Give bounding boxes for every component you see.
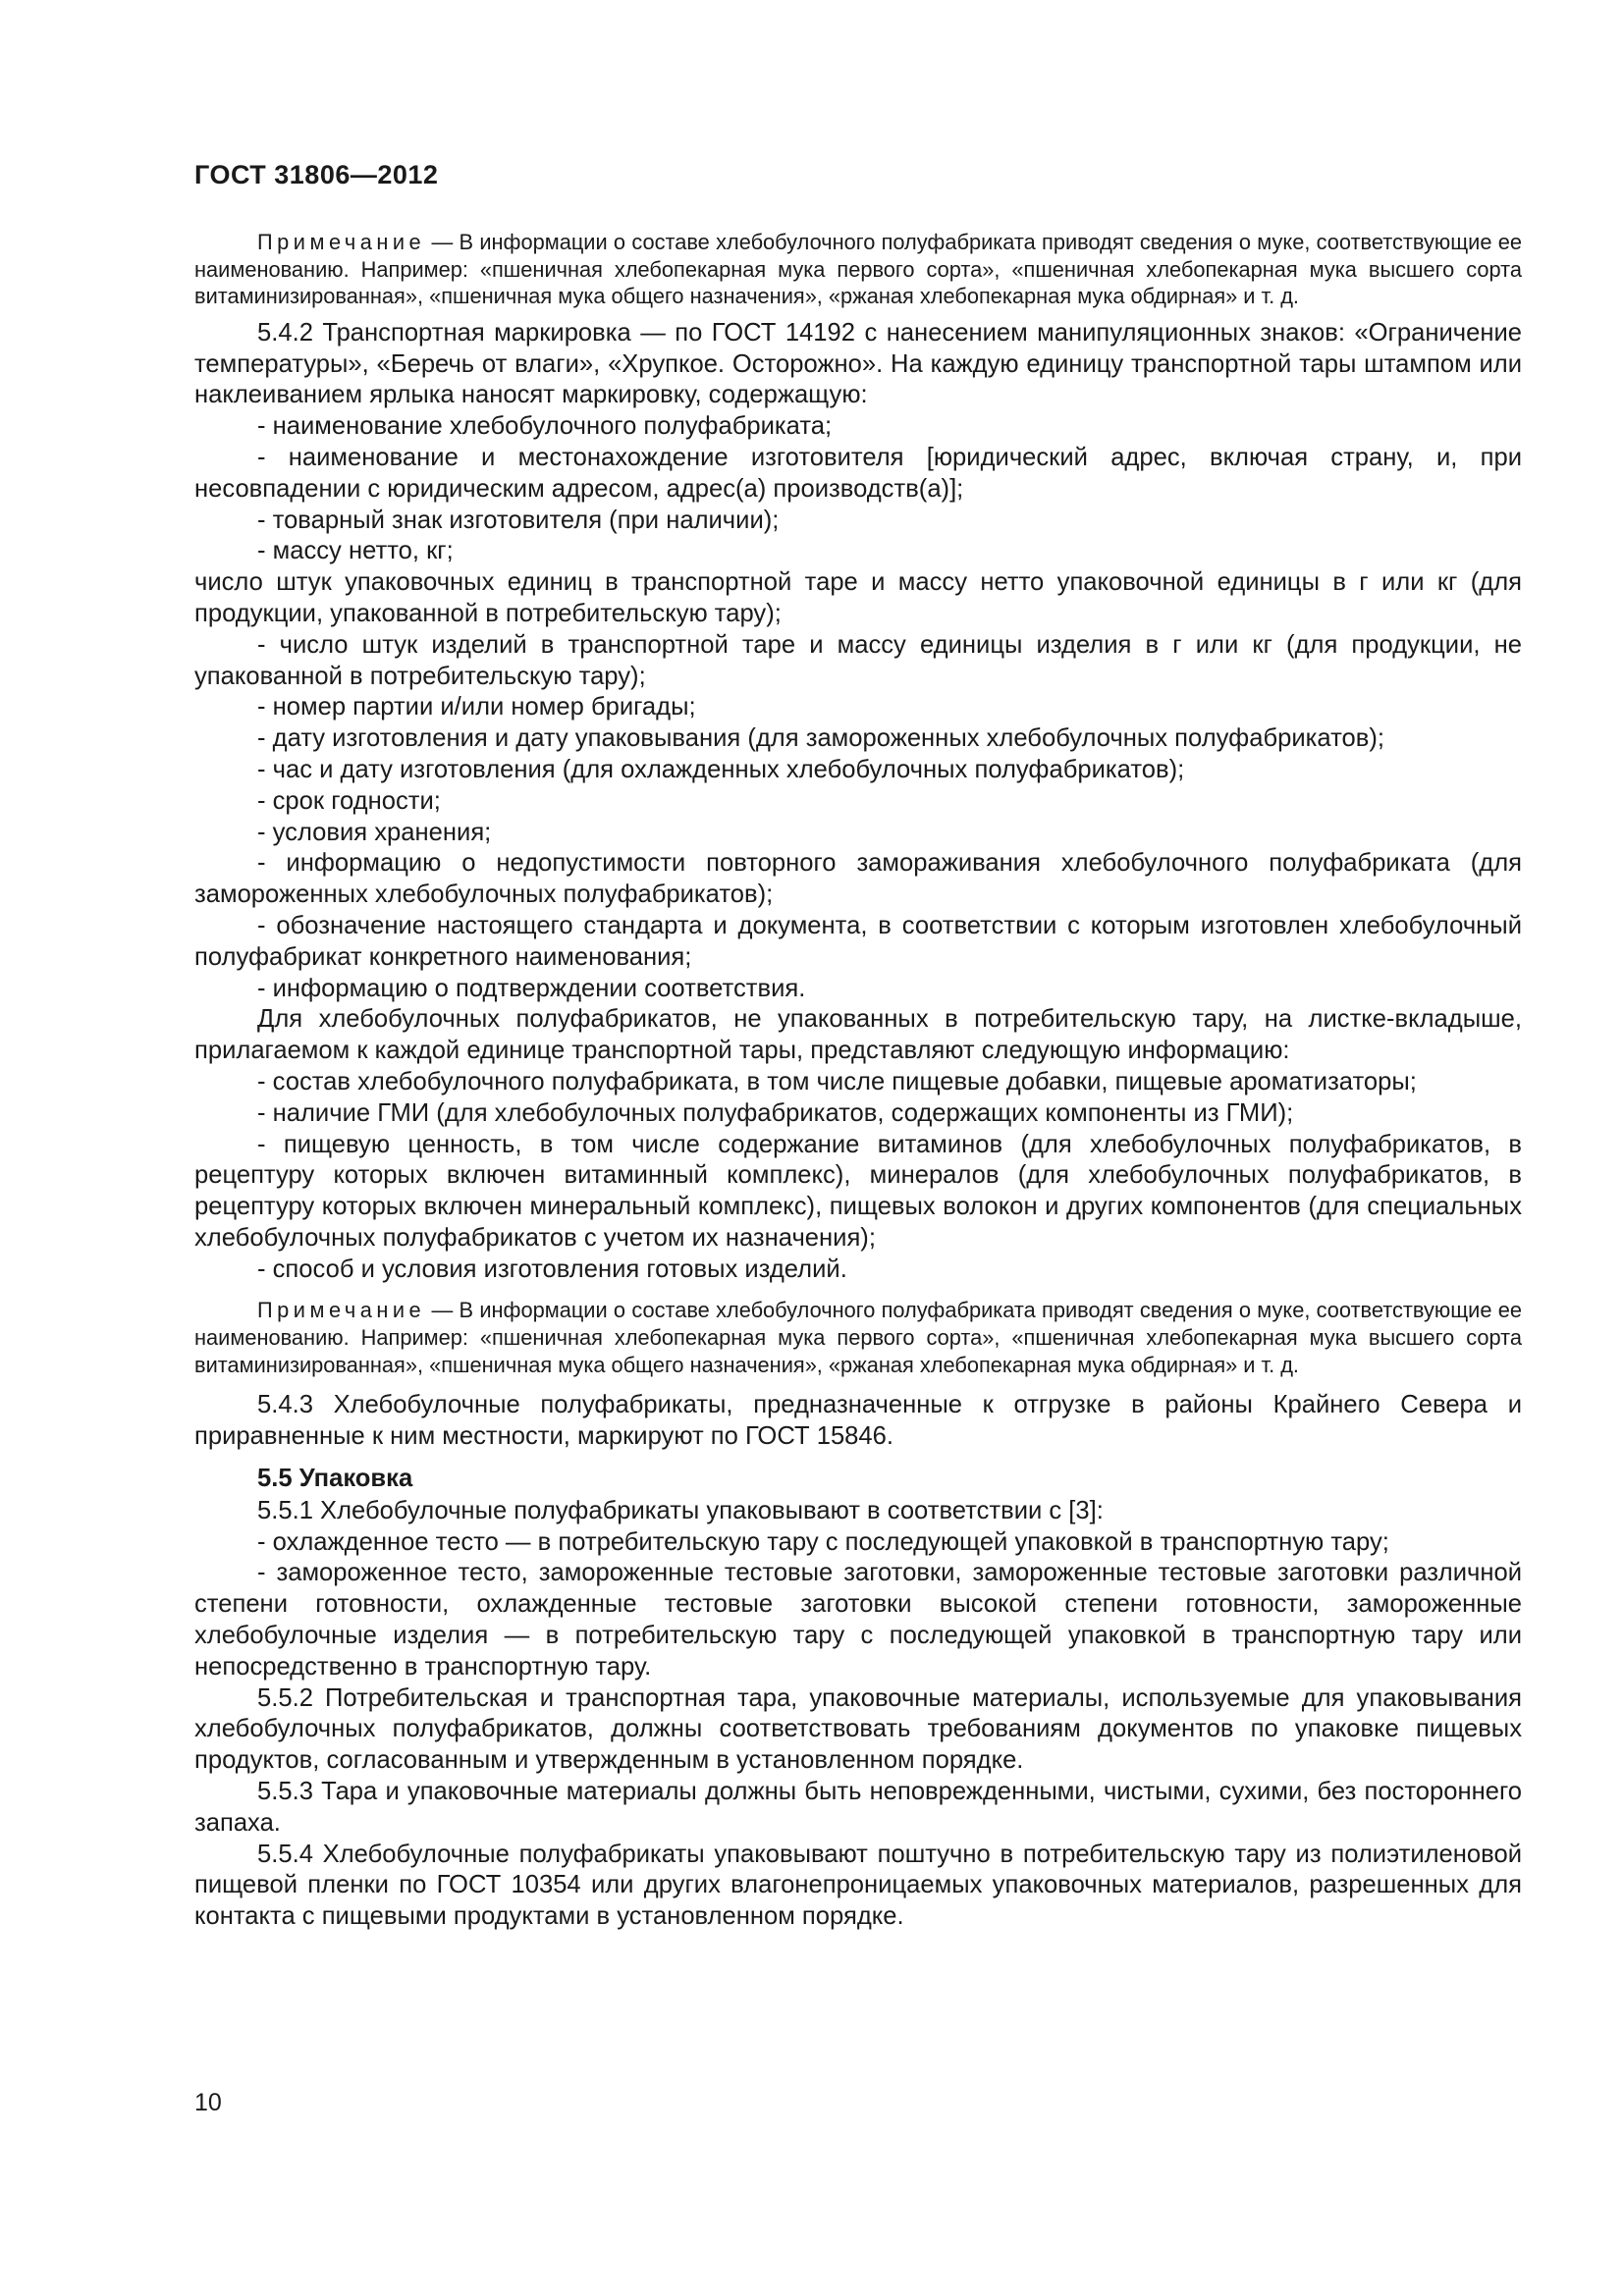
note-label: Примечание	[257, 230, 426, 254]
list-item: - информацию о недопустимости повторного замораживания хлебобулочного полуфабриката (для замороженных хлебобулочных полуфабрикатов);	[194, 849, 1522, 909]
insert-intro-paragraph: Для хлебобулочных полуфабрикатов, не упакованных в потребительскую тару, на листке-вкладыше, прилагаемом к каждой единице транспортной тары, представляют следующую информацию:	[194, 1005, 1522, 1065]
note-paragraph	[194, 1297, 1522, 1378]
list-item: - обозначение настоящего стандарта и документа, в соответствии с которым изготовлен хлебобулочный полуфабрикат конкретного наименования;	[194, 911, 1522, 971]
section-heading-5-5: 5.5 Упаковка	[257, 1464, 413, 1492]
list-item: - пищевую ценность, в том числе содержание витаминов (для хлебобулочных полуфабрикатов, в рецептуру которых включен витаминный комплекс), минералов (для хлебобулочных полуфабрикатов, в рецептуру которых включен минеральный комплекс), пищевых волокон и других компонентов (для специальных хлебобулочных полуфабрикатов с учетом их назначения);	[194, 1130, 1522, 1252]
list-item: - условия хранения;	[257, 818, 492, 846]
paragraph-5-4-2: 5.4.2 Транспортная маркировка — по ГОСТ 14192 с нанесением манипуляционных знаков: «Ограничение температуры», «Беречь от влаги», «Хрупкое. Осторожно». На каждую единицу транспортной тары штампом или наклеиванием ярлыка наносят маркировку, содержащую:	[194, 318, 1522, 409]
list-item: - информацию о подтверждении соответствия.	[257, 974, 806, 1002]
list-item: - охлажденное тесто — в потребительскую тару с последующей упаковкой в транспортную тару;	[257, 1527, 1389, 1556]
list-item: - способ и условия изготовления готовых изделий.	[257, 1255, 847, 1283]
paragraph-5-5-1: 5.5.1 Хлебобулочные полуфабрикаты упаковывают в соответствии с [3]:	[257, 1496, 1104, 1524]
list-item: - номер партии и/или номер бригады;	[257, 693, 696, 721]
page-number: 10	[194, 2089, 222, 2116]
note-text: — В информации о составе хлебобулочного полуфабриката приводят сведения о муке, соответствующие ее наименованию. Например: «пшеничная хлебопекарная мука первого сорта», «пшеничная хлебопекарная мука высшего сорта витаминизированная», «пшеничная мука общего назначения», «ржаная хлебопекарная мука обдирная» и т. д.	[194, 230, 1522, 309]
document-body	[194, 229, 1522, 1933]
list-item: - наименование хлебобулочного полуфабриката;	[257, 412, 833, 441]
list-item: - час и дату изготовления (для охлажденных хлебобулочных полуфабрикатов);	[257, 755, 1185, 783]
list-item: число штук упаковочных единиц в транспортной таре и массу нетто упаковочной единицы в г или кг (для продукции, упакованной в потребительскую тару);	[194, 568, 1522, 627]
note-text: — В информации о составе хлебобулочного полуфабриката приводят сведения о муке, соответствующие ее наименованию. Например: «пшеничная хлебопекарная мука первого сорта», «пшеничная хлебопекарная мука высшего сорта витаминизированная», «пшеничная мука общего назначения», «ржаная хлебопекарная мука обдирная» и т. д.	[194, 1298, 1522, 1377]
paragraph-5-5-4: 5.5.4 Хлебобулочные полуфабрикаты упаковывают поштучно в потребительскую тару из полиэтиленовой пищевой пленки по ГОСТ 10354 или других влагонепроницаемых упаковочных материалов, разрешенных для контакта с пищевыми продуктами в установленном порядке.	[194, 1840, 1522, 1931]
list-item: - массу нетто, кг;	[257, 537, 454, 565]
paragraph-5-4-3: 5.4.3 Хлебобулочные полуфабрикаты, предназначенные к отгрузке в районы Крайнего Севера и приравненные к ним местности, маркируют по ГОСТ 15846.	[194, 1391, 1522, 1451]
note-label: Примечание	[257, 1298, 426, 1323]
list-item: - наличие ГМИ (для хлебобулочных полуфабрикатов, содержащих компоненты из ГМИ);	[257, 1098, 1294, 1127]
list-item: - срок годности;	[257, 786, 441, 815]
note-paragraph	[194, 229, 1522, 310]
list-item: - наименование и местонахождение изготовителя [юридический адрес, включая страну, и, при несовпадении с юридическим адресом, адрес(а) производств(а)];	[194, 443, 1522, 503]
paragraph-5-5-3: 5.5.3 Тара и упаковочные материалы должны быть неповрежденными, чистыми, сухими, без постороннего запаха.	[194, 1778, 1522, 1837]
list-item: - замороженное тесто, замороженные тестовые заготовки, замороженные тестовые заготовки различной степени готовности, охлажденные тестовые заготовки высокой степени готовности, замороженные хлебобулочные изделия — в потребительскую тару с последующей упаковкой в транспортную тару или непосредственно в транспортную тару.	[194, 1559, 1522, 1681]
list-item: - число штук изделий в транспортной таре и массу единицы изделия в г или кг (для продукции, не упакованной в потребительскую тару);	[194, 630, 1522, 690]
paragraph-5-5-2: 5.5.2 Потребительская и транспортная тара, упаковочные материалы, используемые для упаковывания хлебобулочных полуфабрикатов, должны соответствовать требованиям документов по упаковке пищевых продуктов, согласованным и утвержденным в установленном порядке.	[194, 1683, 1522, 1775]
list-item: - состав хлебобулочного полуфабриката, в том числе пищевые добавки, пищевые ароматизаторы;	[257, 1067, 1417, 1095]
document-code-header: ГОСТ 31806—2012	[194, 160, 439, 189]
list-item: - дату изготовления и дату упаковывания (для замороженных хлебобулочных полуфабрикатов);	[257, 724, 1384, 753]
list-item: - товарный знак изготовителя (при наличии);	[257, 506, 780, 534]
